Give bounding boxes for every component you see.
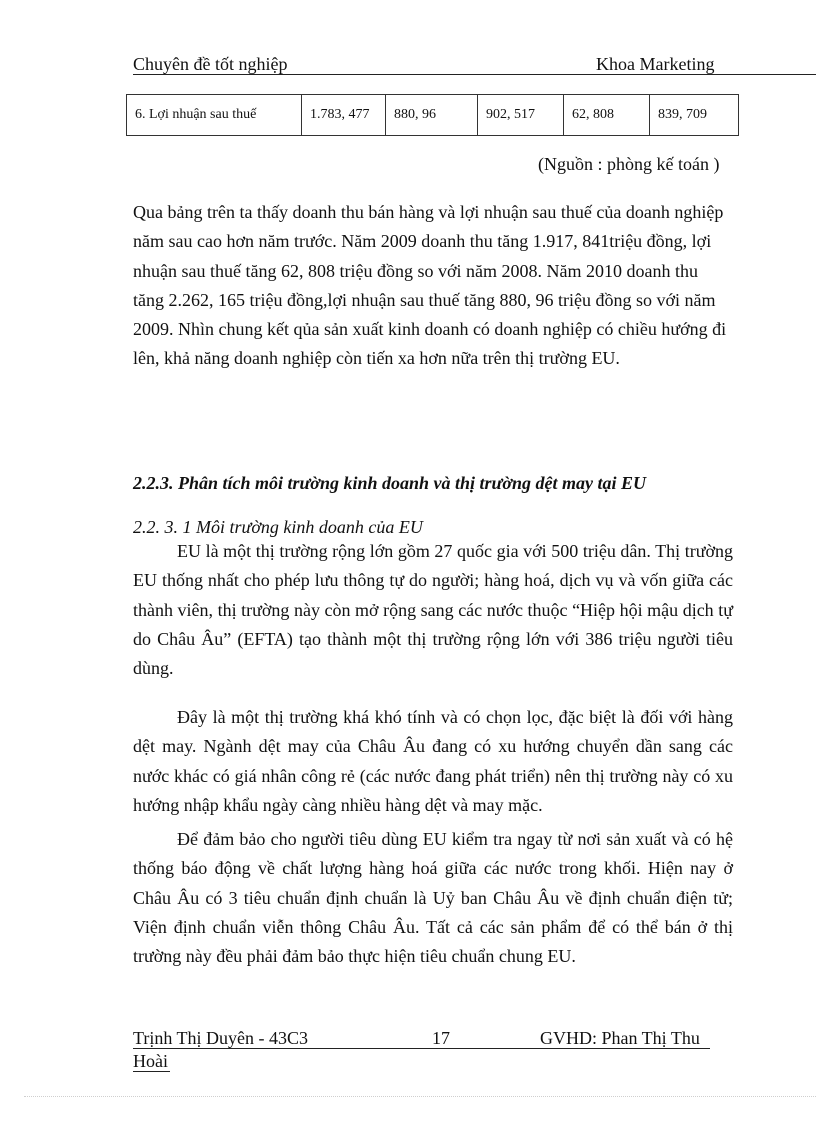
page-number: 17 xyxy=(432,1028,450,1048)
header-title: Chuyên đề tốt nghiệp xyxy=(133,54,288,74)
footer-author: Trịnh Thị Duyên - 43C3 xyxy=(133,1028,309,1048)
table-cell: 839, 709 xyxy=(650,95,739,136)
footer-rule xyxy=(133,1048,710,1049)
section-heading: 2.2.3. Phân tích môi trường kinh doanh và thị trường dệt may tại EU xyxy=(133,473,646,493)
profit-table xyxy=(126,94,739,136)
header-rule xyxy=(133,74,816,75)
page-bottom-border xyxy=(24,1096,816,1097)
table-cell: 1.783, 477 xyxy=(302,95,386,136)
table-row xyxy=(127,95,739,136)
intro-paragraph: Qua bảng trên ta thấy doanh thu bán hàng và lợi nhuận sau thuế của doanh nghiệp năm sau cao hơn năm trước. Năm 2009 doanh thu tăng 1.917, 841triệu đồng, lợi nhuận sau thuế tăng 62, 808 triệu đồng so với năm 2008. Năm 2010 doanh thu tăng 2.262, 165 triệu đồng,lợi nhuận sau thuế tăng 880, 96 triệu đồng so với năm 2009. Nhìn chung kết qủa sản xuất kinh doanh có doanh nghiệp có chiều hướng đi lên, khả năng doanh nghiệp còn tiến xa hơn nữa trên thị trường EU. xyxy=(133,202,727,369)
table-cell: 62, 808 xyxy=(564,95,650,136)
header-department: Khoa Marketing xyxy=(596,54,715,74)
table-cell: 880, 96 xyxy=(386,95,478,136)
source-note: (Nguồn : phòng kế toán ) xyxy=(538,154,720,174)
table-cell-label: 6. Lợi nhuận sau thuế xyxy=(127,95,302,136)
subsection-heading: 2.2. 3. 1 Môi trường kinh doanh của EU xyxy=(133,517,423,537)
footer-rule-short xyxy=(133,1071,170,1072)
footer-advisor-continued: Hoài xyxy=(133,1051,168,1071)
paragraph: EU là một thị trường rộng lớn gồm 27 quốc gia với 500 triệu dân. Thị trường EU thống nhất cho phép lưu thông tự do người; hàng hoá, dịch vụ và vốn giữa các thành viên, thị trường này còn mở rộng sang các nước thuộc “Hiệp hội mậu dịch tự do Châu Âu” (EFTA) tạo thành một thị trường rộng lớn với 386 triệu người tiêu dùng. xyxy=(133,541,733,679)
footer-advisor: GVHD: Phan Thị Thu xyxy=(540,1028,700,1048)
table-cell: 902, 517 xyxy=(478,95,564,136)
paragraph: Đây là một thị trường khá khó tính và có chọn lọc, đặc biệt là đối với hàng dệt may. Ngành dệt may của Châu Âu đang có xu hướng chuyển dần sang các nước khác có giá nhân công rẻ (các nước đang phát triển) nên thị trường này có xu hướng nhập khẩu ngày càng nhiều hàng dệt và may mặc. xyxy=(133,707,733,815)
paragraph: Để đảm bảo cho người tiêu dùng EU kiểm tra ngay từ nơi sản xuất và có hệ thống báo động về chất lượng hàng hoá giữa các nước trong khối. Hiện nay ở Châu Âu có 3 tiêu chuẩn định chuẩn là Uỷ ban Châu Âu về định chuẩn điện tử; Viện định chuẩn viễn thông Châu Âu. Tất cả các sản phẩm để có thể bán ở thị trường này đều phải đảm bảo thực hiện tiêu chuẩn chung EU. xyxy=(133,829,733,967)
